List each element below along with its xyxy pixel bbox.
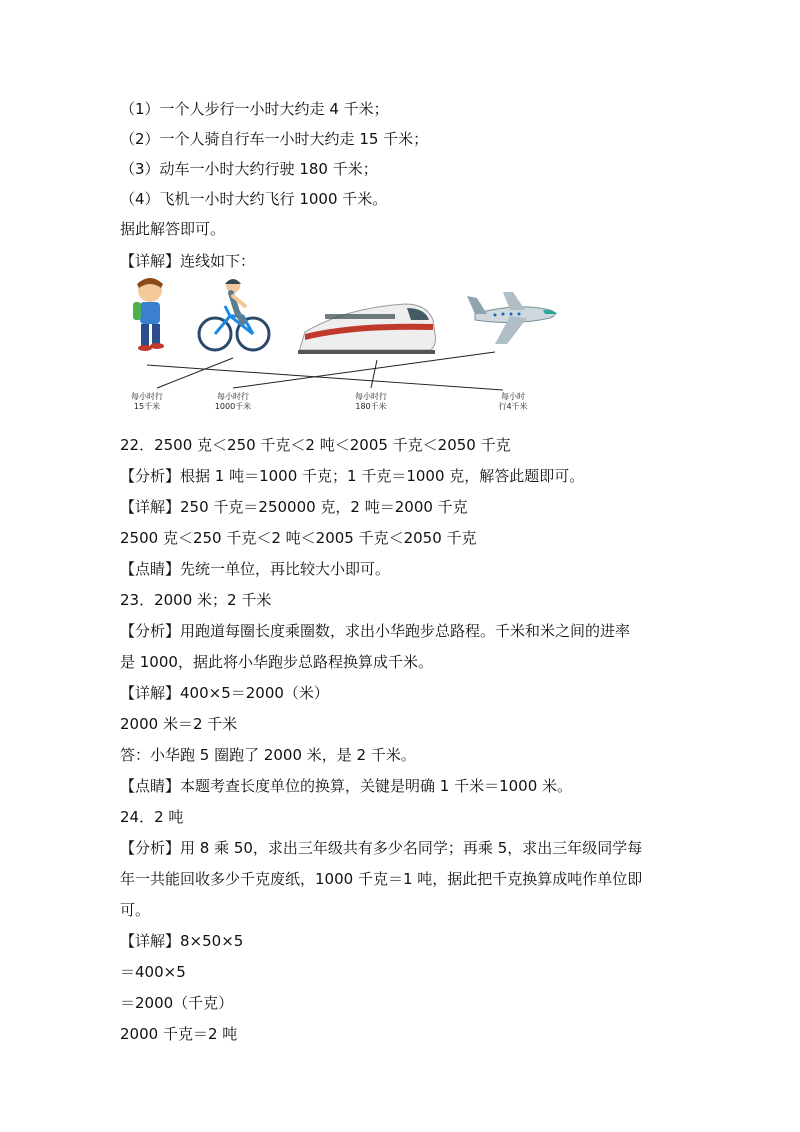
text-line: 可。 xyxy=(120,901,151,919)
text-line: 2500 克＜250 千克＜2 吨＜2005 千克＜2050 千克 xyxy=(120,529,477,547)
text-line: 【点睛】先统一单位，再比较大小即可。 xyxy=(120,560,391,578)
connect-line xyxy=(147,365,503,390)
connect-line xyxy=(157,358,233,388)
connect-line xyxy=(233,352,495,388)
text-line: 答：小华跑 5 圈跑了 2000 米，是 2 千米。 xyxy=(120,746,416,764)
speed-label: 每小时行 180千米 xyxy=(355,392,387,411)
text-line: （4）飞机一小时大约飞行 1000 千米。 xyxy=(120,190,388,208)
cyclist-icon xyxy=(199,279,269,350)
text-line: 是 1000，据此将小华跑步总路程换算成千米。 xyxy=(120,653,433,671)
text-line: 据此解答即可。 xyxy=(120,220,226,238)
speed-label: 每小时行 1000千米 xyxy=(214,392,252,411)
text-line: （1）一个人步行一小时大约走 4 千米； xyxy=(120,100,389,118)
text-line: 【详解】8×50×5 xyxy=(120,932,244,950)
speed-label: 每小时 行4千米 xyxy=(498,392,528,411)
text-line: （2）一个人骑自行车一小时大约走 15 千米； xyxy=(120,130,429,148)
text-line: 23．2000 米；2 千米 xyxy=(120,591,272,609)
text-line: 24．2 吨 xyxy=(120,808,184,826)
text-line: 2000 米＝2 千米 xyxy=(120,715,238,733)
matching-figure xyxy=(115,270,565,430)
text-line: 【详解】连线如下： xyxy=(120,252,256,270)
text-line: 【点睛】本题考查长度单位的换算，关键是明确 1 千米＝1000 米。 xyxy=(120,777,573,795)
text-line: ＝400×5 xyxy=(120,963,186,981)
text-line: ＝2000（千克） xyxy=(120,994,234,1012)
text-line: 【分析】用跑道每圈长度乘圈数，求出小华跑步总路程。千米和米之间的进率 xyxy=(120,622,631,640)
text-line: 【分析】用 8 乘 50，求出三年级共有多少名同学；再乘 5，求出三年级同学每 xyxy=(120,839,643,857)
text-line: 2000 千克＝2 吨 xyxy=(120,1025,238,1043)
airplane-icon xyxy=(467,292,557,344)
text-line: 【详解】400×5＝2000（米） xyxy=(120,684,329,702)
connect-line xyxy=(371,360,377,388)
text-line: 【详解】250 千克＝250000 克，2 吨＝2000 千克 xyxy=(120,498,468,516)
walking-boy-icon xyxy=(133,278,164,351)
speed-label: 每小时行 15千米 xyxy=(131,392,163,411)
text-line: （3）动车一小时大约行驶 180 千米； xyxy=(120,160,378,178)
text-line: 年一共能回收多少千克废纸，1000 千克＝1 吨，据此把千克换算成吨作单位即 xyxy=(120,870,643,888)
text-line: 22．2500 克＜250 千克＜2 吨＜2005 千克＜2050 千克 xyxy=(120,436,511,454)
train-icon xyxy=(298,304,436,354)
text-line: 【分析】根据 1 吨＝1000 千克；1 千克＝1000 克，解答此题即可。 xyxy=(120,467,585,485)
